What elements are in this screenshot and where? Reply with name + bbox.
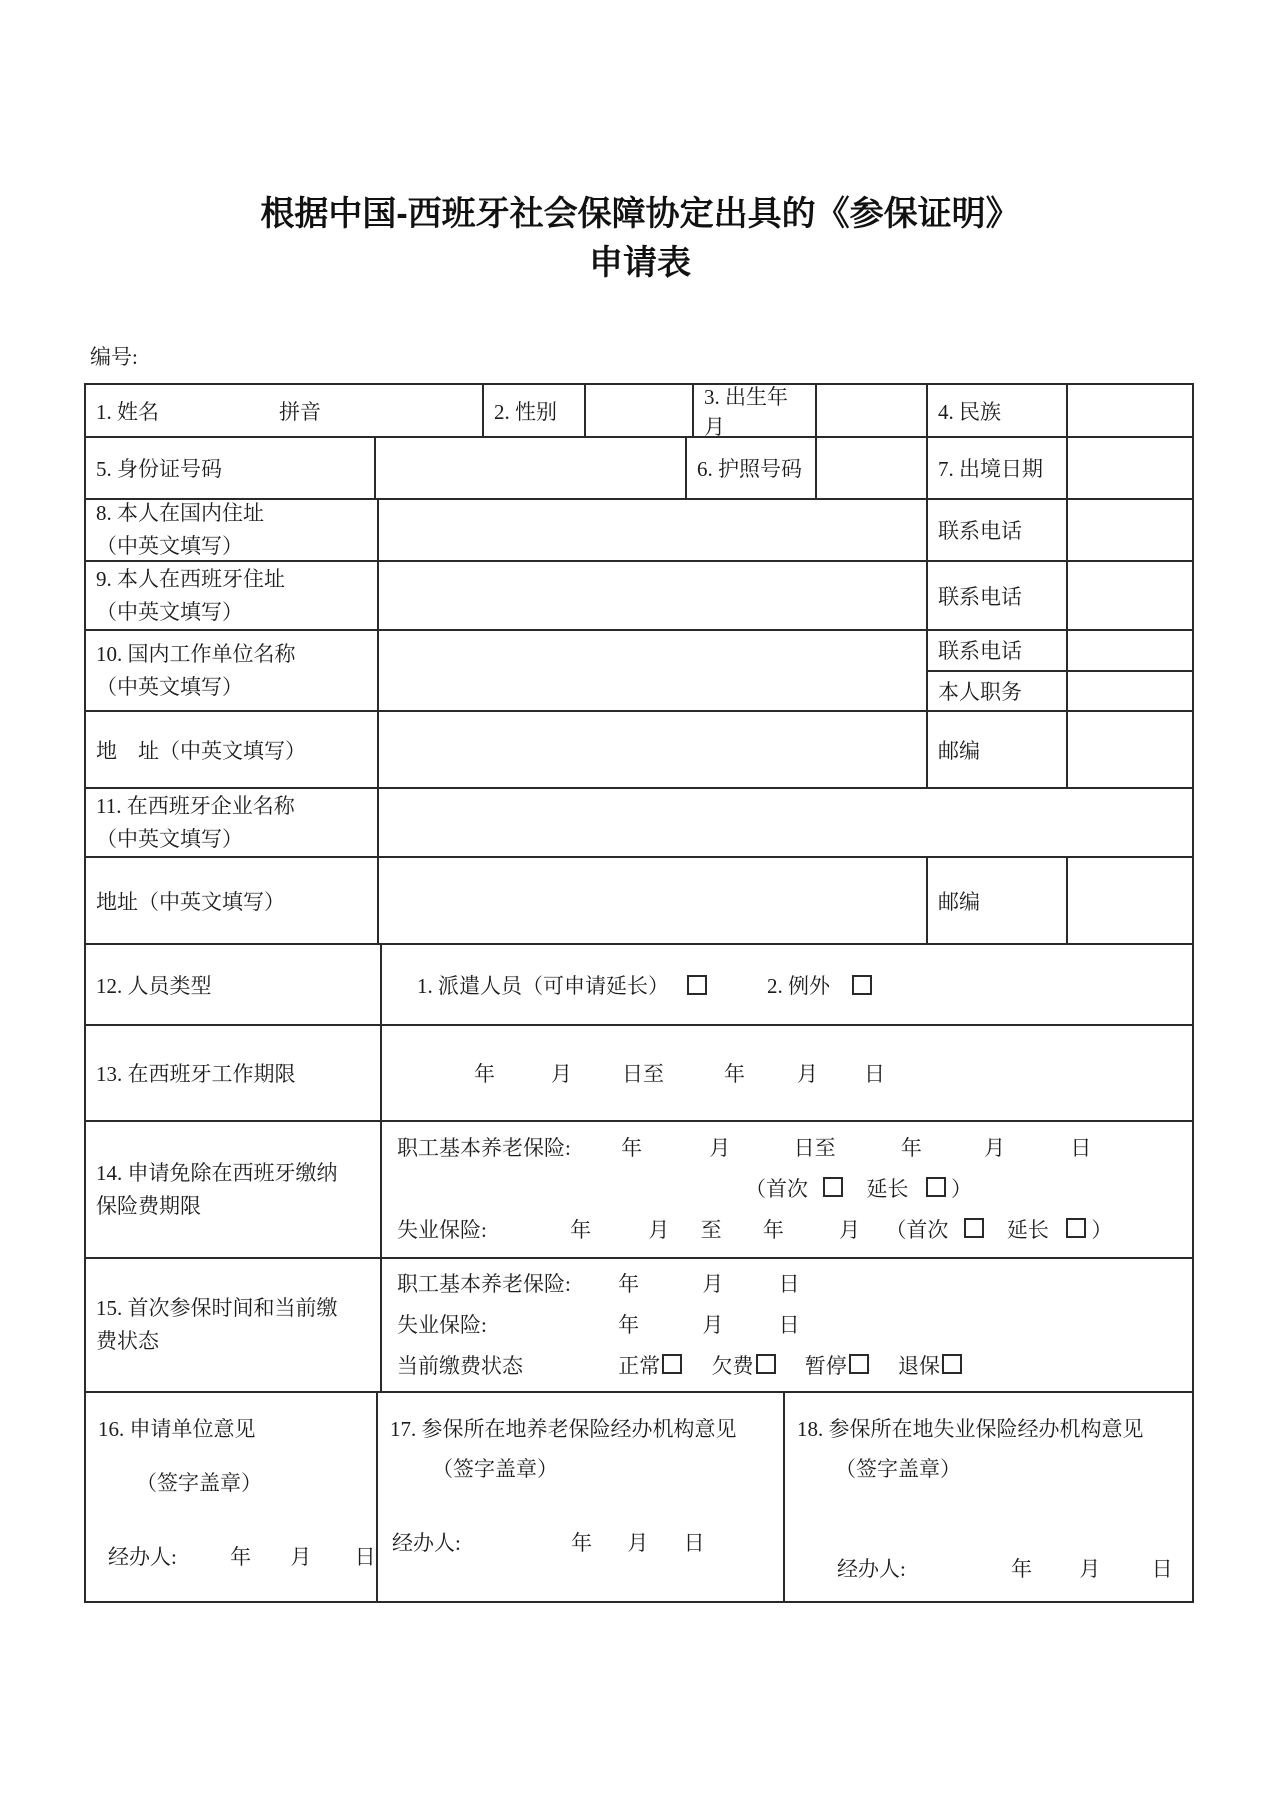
page-title [0, 190, 1280, 288]
row-2 [86, 438, 1192, 500]
spain-phone-value-cell[interactable] [1068, 562, 1192, 629]
employer-phone-value-cell[interactable] [1068, 631, 1192, 670]
exit-date-label: 7. 出境日期 [928, 438, 1068, 498]
employer-address-label: 地 址（中英文填写） [86, 712, 379, 787]
opinion-17-title: 17. 参保所在地养老保险经办机构意见 [390, 1417, 737, 1441]
employer-contact-stack [928, 631, 1192, 710]
enrollment-status-content-cell [382, 1259, 1192, 1391]
opinion-17-operator-line[interactable]: 经办人: 年 月 日 [392, 1531, 705, 1555]
day-word: 日 [864, 1062, 885, 1086]
pension-enrollment-line[interactable]: 职工基本养老保险: 年 月 日 [397, 1271, 800, 1296]
domestic-phone-label: 联系电话 [928, 500, 1068, 560]
employer-zip-label: 邮编 [928, 712, 1068, 787]
spain-company-value-cell[interactable] [379, 789, 1192, 856]
row-10 [86, 631, 1192, 712]
passport-label: 6. 护照号码 [687, 438, 817, 498]
option-dispatched-label: 1. 派遣人员（可申请延长） [417, 973, 669, 998]
month-word: 月 [551, 1062, 572, 1086]
row-14 [86, 1122, 1192, 1259]
row-13 [86, 1026, 1192, 1122]
domestic-phone-value-cell[interactable] [1068, 500, 1192, 560]
opinion-16-operator-line[interactable]: 经办人: 年 月 日 [108, 1545, 376, 1569]
ethnicity-value-cell[interactable] [1068, 385, 1192, 436]
pinyin-label: 拼音 [279, 399, 321, 424]
opinion-16-sign-label: （签字盖章） [136, 1471, 262, 1495]
spain-address-label: 9. 本人在西班牙住址 （中英文填写） [86, 562, 379, 629]
spain-company-label: 11. 在西班牙企业名称 （中英文填写） [86, 789, 379, 856]
job-title-value-cell[interactable] [1068, 672, 1192, 711]
spain-address-value-cell[interactable] [379, 562, 928, 629]
page-title-line2: 申请表 [589, 244, 691, 282]
year-word: 年 [724, 1062, 745, 1086]
job-title-row [928, 672, 1192, 711]
exit-date-value-cell[interactable] [1068, 438, 1192, 498]
opinion-18-operator-line[interactable]: 经办人: 年 月 日 [837, 1557, 1173, 1581]
status-withdrawn-checkbox[interactable] [942, 1354, 962, 1374]
domestic-address-label: 8. 本人在国内住址 （中英文填写） [86, 500, 379, 560]
status-arrears-checkbox[interactable] [756, 1354, 776, 1374]
payment-status-line: 当前缴费状态 正常 欠费 暂停 退保 [392, 1346, 1182, 1387]
spain-phone-label: 联系电话 [928, 562, 1068, 629]
option-exception-label: 2. 例外 [767, 973, 830, 998]
status-suspended-checkbox[interactable] [849, 1354, 869, 1374]
year-word: 年 [474, 1062, 495, 1086]
row-employer-address [86, 712, 1192, 789]
spain-company-address-value-cell[interactable] [379, 858, 928, 943]
applicant-employer-opinion-cell[interactable] [86, 1393, 378, 1601]
exemption-period-label: 14. 申请免除在西班牙缴纳 保险费期限 [86, 1122, 382, 1257]
id-number-value-cell[interactable] [376, 438, 687, 498]
row-8 [86, 500, 1192, 562]
row-9 [86, 562, 1192, 631]
unemployment-agency-opinion-cell[interactable] [785, 1393, 1192, 1601]
work-period-value-cell[interactable] [382, 1026, 1192, 1120]
pension-exemption-line[interactable]: 职工基本养老保险: 年 月 日至 年 月 日 [397, 1136, 1092, 1160]
birthdate-value-cell[interactable] [817, 385, 928, 436]
unemployment-exemption-line: 失业保险: 年 月 至 年 月 （首次 延长 ） [397, 1218, 1113, 1242]
day-to-word: 日至 [622, 1062, 664, 1086]
opinion-16-title: 16. 申请单位意见 [98, 1417, 256, 1441]
row-16-17-18 [86, 1393, 1192, 1601]
row-1 [86, 385, 1192, 438]
row-11 [86, 789, 1192, 858]
job-title-label: 本人职务 [928, 672, 1068, 711]
pension-first-extend-line: （首次 延长 ） [745, 1177, 972, 1201]
row-spain-company-address [86, 858, 1192, 945]
gender-value-cell[interactable] [586, 385, 694, 436]
birthdate-label: 3. 出生年月 [694, 385, 817, 436]
domestic-address-value-cell[interactable] [379, 500, 928, 560]
employer-address-value-cell[interactable] [379, 712, 928, 787]
spain-company-zip-value-cell[interactable] [1068, 858, 1192, 943]
enrollment-status-label: 15. 首次参保时间和当前缴 费状态 [86, 1259, 382, 1391]
employer-name-value-cell[interactable] [379, 631, 928, 710]
name-label: 1. 姓名 [96, 399, 159, 424]
name-pinyin-cell[interactable] [86, 385, 484, 436]
employer-name-label: 10. 国内工作单位名称 （中英文填写） [86, 631, 379, 710]
ethnicity-label: 4. 民族 [928, 385, 1068, 436]
id-number-label: 5. 身份证号码 [86, 438, 376, 498]
row-15 [86, 1259, 1192, 1393]
dispatched-checkbox[interactable] [687, 975, 707, 995]
passport-value-cell[interactable] [817, 438, 928, 498]
status-normal-checkbox[interactable] [662, 1354, 682, 1374]
exception-checkbox[interactable] [852, 975, 872, 995]
pension-first-checkbox[interactable] [823, 1177, 843, 1197]
exemption-period-content-cell [382, 1122, 1192, 1257]
work-period-label: 13. 在西班牙工作期限 [86, 1026, 382, 1120]
personnel-type-label: 12. 人员类型 [86, 945, 382, 1024]
unemployment-enrollment-line[interactable]: 失业保险: 年 月 日 [397, 1312, 800, 1337]
row-12 [86, 945, 1192, 1026]
spain-company-address-label: 地址（中英文填写） [86, 858, 379, 943]
opinion-18-sign-label: （签字盖章） [835, 1457, 961, 1481]
unemployment-extend-checkbox[interactable] [1066, 1218, 1086, 1238]
application-form-table [84, 383, 1194, 1603]
month-word: 月 [797, 1062, 818, 1086]
gender-label: 2. 性别 [484, 385, 586, 436]
opinion-18-title: 18. 参保所在地失业保险经办机构意见 [797, 1417, 1144, 1441]
employer-zip-value-cell[interactable] [1068, 712, 1192, 787]
serial-number-label: 编号: [90, 345, 138, 369]
unemployment-first-checkbox[interactable] [964, 1218, 984, 1238]
spain-company-zip-label: 邮编 [928, 858, 1068, 943]
personnel-type-options-cell [382, 945, 1192, 1024]
pension-agency-opinion-cell[interactable] [378, 1393, 785, 1601]
employer-phone-row [928, 631, 1192, 672]
employer-phone-label: 联系电话 [928, 631, 1068, 670]
pension-extend-checkbox[interactable] [926, 1177, 946, 1197]
opinion-17-sign-label: （签字盖章） [432, 1457, 558, 1481]
page-title-line1: 根据中国-西班牙社会保障协定出具的《参保证明》 [260, 195, 1020, 233]
